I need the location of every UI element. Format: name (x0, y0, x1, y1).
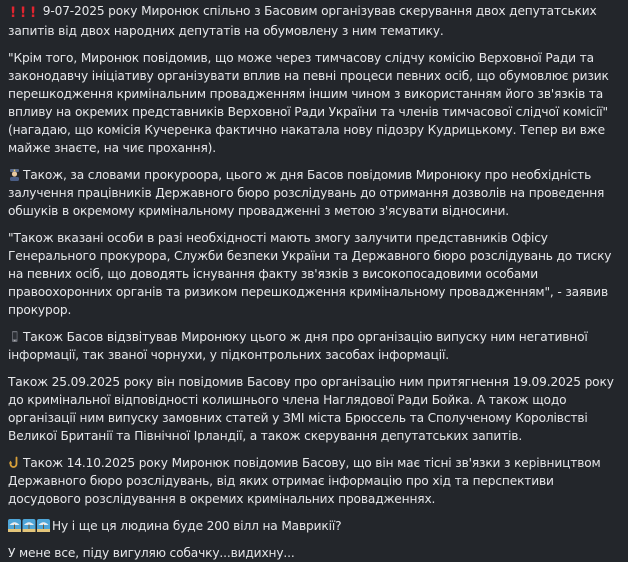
paragraph-1 (8, 2, 620, 40)
paragraph-9 (8, 544, 620, 562)
mobile-phone-icon (8, 330, 21, 343)
paragraph-8 (8, 517, 620, 535)
paragraph-5 (8, 328, 620, 364)
hook-icon (8, 456, 21, 469)
paragraph-2-text: "Крім того, Миронюк повідомив, що може через тимчасову слідчу комісію Верховної Ради та законодавчу ініціативу організувати вплив на певні процеси певних осіб, що обумовлює ризик перешкодження кримінальним провадженням іншим чином з використанням його зв'язків та впливу на окремих представників Верховної Ради України та членів тимчасової слідчої комісії" (нагадаю, що комісія Кучеренка фактично накатала нову підозру Кудрицькому. Тепер ви вже майже знаєте, на чиє прохання). (8, 51, 609, 155)
paragraph-5-text: Також Басов відзвітував Миронюку цього ж дня про організацію випуску ним негативної інформації, так званої чорнухи, у підконтрольних засобах інформації. (8, 330, 588, 362)
paragraph-1-text: 9-07-2025 року Миронюк спільно з Басовим організував скерування двох депутатських запитів від двох народних депутатів на обумовлену з ним тематику. (8, 4, 597, 38)
paragraph-2 (8, 49, 620, 157)
triple-exclamation-icon: ! ! ! (9, 5, 37, 21)
beach-umbrella-icons (8, 519, 50, 532)
paragraph-6 (8, 373, 620, 445)
paragraph-8-text: Ну і ще ця людина буде 200 вілл на Маврикії? (52, 519, 342, 533)
paragraph-7 (8, 454, 620, 508)
paragraph-9-text: У мене все, піду вигуляю собачку...видихну... (8, 546, 295, 560)
paragraph-4 (8, 229, 620, 319)
paragraph-3-text: Також, за словами прокуроора, цього ж дня Басов повідомив Миронюку про необхідність залучення працівників Державного бюро розслідувань до отримання дозволів на проведення обшуків в окремому кримінальному провадженні з метою з'ясувати відносини. (8, 168, 605, 218)
police-officer-icon (8, 168, 21, 181)
paragraph-4-text: "Також вказані особи в разі необхідності мають змогу залучити представників Офісу Генерального прокурора, Служби безпеки України та Державного бюро розслідувань до тиску на певних осіб, що доводять існування факту зв'язків з високопосадовими особами правоохоронних органів та ризиком перешкодження кримінальному провадженням", - заявив прокурор. (8, 231, 612, 317)
paragraph-3 (8, 166, 620, 220)
paragraph-7-text: Також 14.10.2025 року Миронюк повідомив Басову, що він має тісні зв'язки з керівництвом Державного бюро розслідувань, від яких отримає інформацію про хід та перспективи досудового розслідування в окремих кримінальних провадженнях. (8, 456, 601, 506)
paragraph-6-text: Також 25.09.2025 року він повідомив Басову про організацію ним притягнення 19.09.2025 року до кримінальної відповідності колишнього члена Наглядової Ради Бойка. А також щодо організації ним випуску замовних статей у ЗМІ міста Брюссель та Сполученому Королівстві Великої Британії та Північної Ірландії, а також скерування депутатських запитів. (8, 375, 614, 443)
